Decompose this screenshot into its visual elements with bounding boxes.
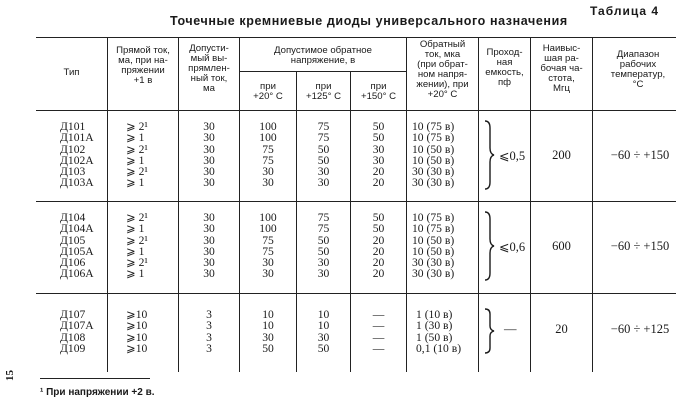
header-reverse-current: Обратный ток, мка (при обрат- ном напря- жении), при +20° С	[416, 39, 469, 100]
group1-freq: 200	[552, 148, 571, 162]
group2-rect: 30 30 30 30 30 30	[203, 211, 215, 281]
group2-v125: 75 75 50 50 30 30	[317, 211, 330, 281]
header-type: Тип	[63, 67, 80, 78]
group1-brace-icon	[482, 120, 496, 190]
header-t125: при +125° С	[305, 81, 342, 102]
group2-temp: −60 ÷ +150	[610, 239, 670, 253]
group3-v125: 10 10 30 50	[317, 308, 330, 355]
group2-irev: 10 (75 в) 10 (75 в) 10 (50 в) 10 (50 в) 30 (30 в) 30 (30 в)	[412, 211, 455, 281]
page-number: 15	[4, 370, 16, 381]
rule-group-2	[36, 293, 676, 294]
header-rectified-current: Допусти- мый вы- прямлен- ный ток, ма	[188, 43, 230, 94]
group1-v150: 50 50 30 30 20 20	[372, 120, 385, 190]
group3-capacitance: —	[504, 322, 517, 336]
group2-v20: 100 100 75 75 30 30	[259, 211, 277, 281]
header-t150: при +150° С	[360, 81, 397, 102]
rule-group-1	[36, 201, 676, 202]
group1-irev: 10 (75 в) 10 (75 в) 10 (50 в) 10 (50 в) 30 (30 в) 30 (30 в)	[412, 120, 455, 190]
group1-capacitance: ⩽0,5	[499, 149, 526, 163]
rule-top	[36, 37, 676, 38]
group2-brace-icon	[482, 211, 496, 281]
header-reverse-voltage: Допустимое обратное напряжение, в	[274, 45, 372, 66]
group2-capacitance: ⩽0,6	[499, 240, 526, 254]
footnote: ¹ При напряжении +2 в.	[40, 387, 155, 398]
group3-rect: 3 3 3 3	[206, 308, 212, 355]
group3-irev: 1 (10 в) 1 (30 в) 1 (50 в) 0,1 (10 в)	[416, 308, 462, 355]
footnote-rule	[40, 378, 150, 379]
header-forward-current: Прямой ток, ма, при на- пряжении +1 в	[116, 45, 170, 86]
table-title: Точечные кремниевые диоды универсального назначения	[170, 14, 568, 28]
header-capacitance: Проход- ная емкость, пф	[485, 47, 524, 88]
group1-temp: −60 ÷ +150	[610, 148, 670, 162]
group1-v125: 75 75 50 50 30 30	[317, 120, 330, 190]
group3-forward: ⩾10 ⩾10 ⩾10 ⩾10	[126, 308, 148, 355]
group3-v20: 10 10 30 50	[262, 308, 274, 355]
header-t20: при +20° С	[253, 81, 283, 102]
header-max-frequency: Наивыс- шая ра- бочая ча- стота, Мгц	[540, 43, 583, 94]
group2-freq: 600	[552, 239, 571, 253]
col-rule-1	[107, 37, 108, 372]
group3-types: Д107 Д107А Д108 Д109	[60, 308, 94, 355]
group3-freq: 20	[555, 322, 568, 336]
group1-rect: 30 30 30 30 30 30	[203, 120, 215, 190]
group3-brace-icon	[482, 308, 496, 354]
group2-types: Д104 Д104А Д105 Д105А Д106 Д106А	[60, 211, 94, 281]
group2-v150: 50 50 20 20 20 20	[372, 211, 385, 281]
group1-v20: 100 100 75 75 30 30	[259, 120, 277, 190]
header-temp-range: Диапазон рабочих температур, °С	[610, 49, 666, 90]
group1-types: Д101 Д101А Д102 Д102А Д103 Д103А	[60, 120, 94, 190]
group1-forward: ⩾ 2¹ ⩾ 1 ⩾ 2¹ ⩾ 1 ⩾ 2¹ ⩾ 1	[126, 120, 148, 190]
group2-forward: ⩾ 2¹ ⩾ 1 ⩾ 2¹ ⩾ 1 ⩾ 2¹ ⩾ 1	[126, 211, 148, 281]
rule-header-bottom	[36, 110, 676, 111]
group3-v150: — — — —	[372, 308, 385, 355]
rule-subheader	[239, 71, 406, 72]
table-label: Таблица 4	[590, 4, 660, 18]
group3-temp: −60 ÷ +125	[610, 322, 670, 336]
